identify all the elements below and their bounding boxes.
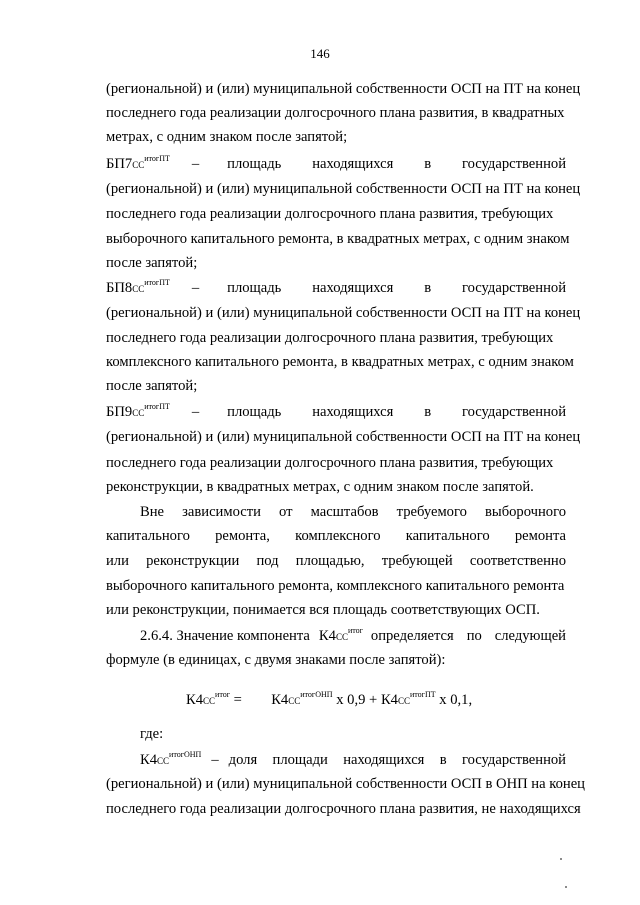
paragraph-2-6-4	[140, 627, 566, 646]
formula-term-onp: $К4СС^{итогОНП}$	[271, 690, 333, 708]
text-line: после запятой;	[106, 255, 198, 271]
text-line: последнего года реализации долгосрочного плана развития, требующих	[106, 455, 554, 471]
text-line: (региональной) и (или) муниципальной собственности ОСП на ПТ на конец	[106, 429, 581, 445]
text-line: последнего года реализации долгосрочного плана развития, не находящихся	[106, 801, 581, 817]
text-line: последнего года реализации долгосрочного плана развития, требующих	[106, 206, 554, 222]
page-number: 146	[310, 46, 330, 61]
text-line: последнего года реализации долгосрочного плана развития, в квадратных	[106, 105, 565, 121]
definition-bp9	[106, 403, 566, 422]
term-k4-onp: $К4СС^{итогОНП}$	[140, 750, 202, 768]
term-bp7: $БП7СС^{итогПТ}$	[106, 154, 170, 172]
dash: –	[191, 156, 200, 172]
text-segment: 2.6.4. Значение компонента	[140, 628, 310, 644]
text-line: (региональной) и (или) муниципальной собственности ОСП на ПТ на конец	[106, 305, 581, 321]
text-line: капитального ремонта, комплексного капитального ремонта	[106, 528, 566, 544]
definition-k4-onp	[140, 751, 566, 770]
term-k4: $К4СС^{итог}$	[318, 626, 363, 644]
formula-lhs: $К4СС^{итог}$	[186, 690, 230, 708]
text-line: после запятой;	[106, 378, 198, 394]
text-segment: определяется по следующей	[370, 628, 566, 644]
formula-term-pt: $К4СС^{итогПТ}$	[380, 690, 436, 708]
where-label: где:	[140, 726, 164, 742]
text-line: выборочного капитального ремонта, комплексного капитального ремонта	[106, 578, 565, 594]
text-line: выборочного капитального ремонта, в квадратных метрах, с одним знаком	[106, 231, 570, 247]
term-bp8: $БП8СС^{итогПТ}$	[106, 278, 170, 296]
text-line: или реконструкции, понимается вся площадь соответствующих ОСП.	[106, 602, 540, 618]
text-line: площадь находящихся в государственной	[227, 404, 566, 420]
text-line: комплексного капитального ремонта, в квадратных метрах, с одним знаком	[106, 354, 574, 370]
scan-speck	[560, 858, 562, 860]
text-line: (региональной) и (или) муниципальной собственности ОСП в ОНП на конец	[106, 776, 585, 792]
text-line: или реконструкции под площадью, требующей соответственно	[106, 553, 566, 569]
definition-bp7	[106, 155, 566, 174]
text-line: площадь находящихся в государственной	[227, 280, 566, 296]
definition-bp8	[106, 279, 566, 298]
text-line: (региональной) и (или) муниципальной собственности ОСП на ПТ на конец	[106, 81, 581, 97]
dash: –	[191, 280, 200, 296]
text-line: (региональной) и (или) муниципальной собственности ОСП на ПТ на конец	[106, 181, 581, 197]
formula-equals: =	[233, 692, 242, 708]
formula-coef-2: х 0,1,	[439, 692, 473, 708]
dash: –	[191, 404, 200, 420]
text-line: площадь находящихся в государственной	[227, 156, 566, 172]
dash: –	[211, 752, 219, 768]
formula	[186, 691, 472, 710]
text-line: реконструкции, в квадратных метрах, с одним знаком после запятой.	[106, 479, 534, 495]
text-line: метрах, с одним знаком после запятой;	[106, 129, 348, 145]
text-line: доля площади находящихся в государственной	[228, 752, 566, 768]
text-line: последнего года реализации долгосрочного плана развития, требующих	[106, 330, 554, 346]
formula-coef-1: х 0,9 +	[336, 692, 378, 708]
term-bp9: $БП9СС^{итогПТ}$	[106, 402, 170, 420]
scan-speck	[565, 886, 567, 888]
text-line: Вне зависимости от масштабов требуемого выборочного	[140, 504, 566, 520]
text-line: формуле (в единицах, с двумя знаками после запятой):	[106, 652, 446, 668]
